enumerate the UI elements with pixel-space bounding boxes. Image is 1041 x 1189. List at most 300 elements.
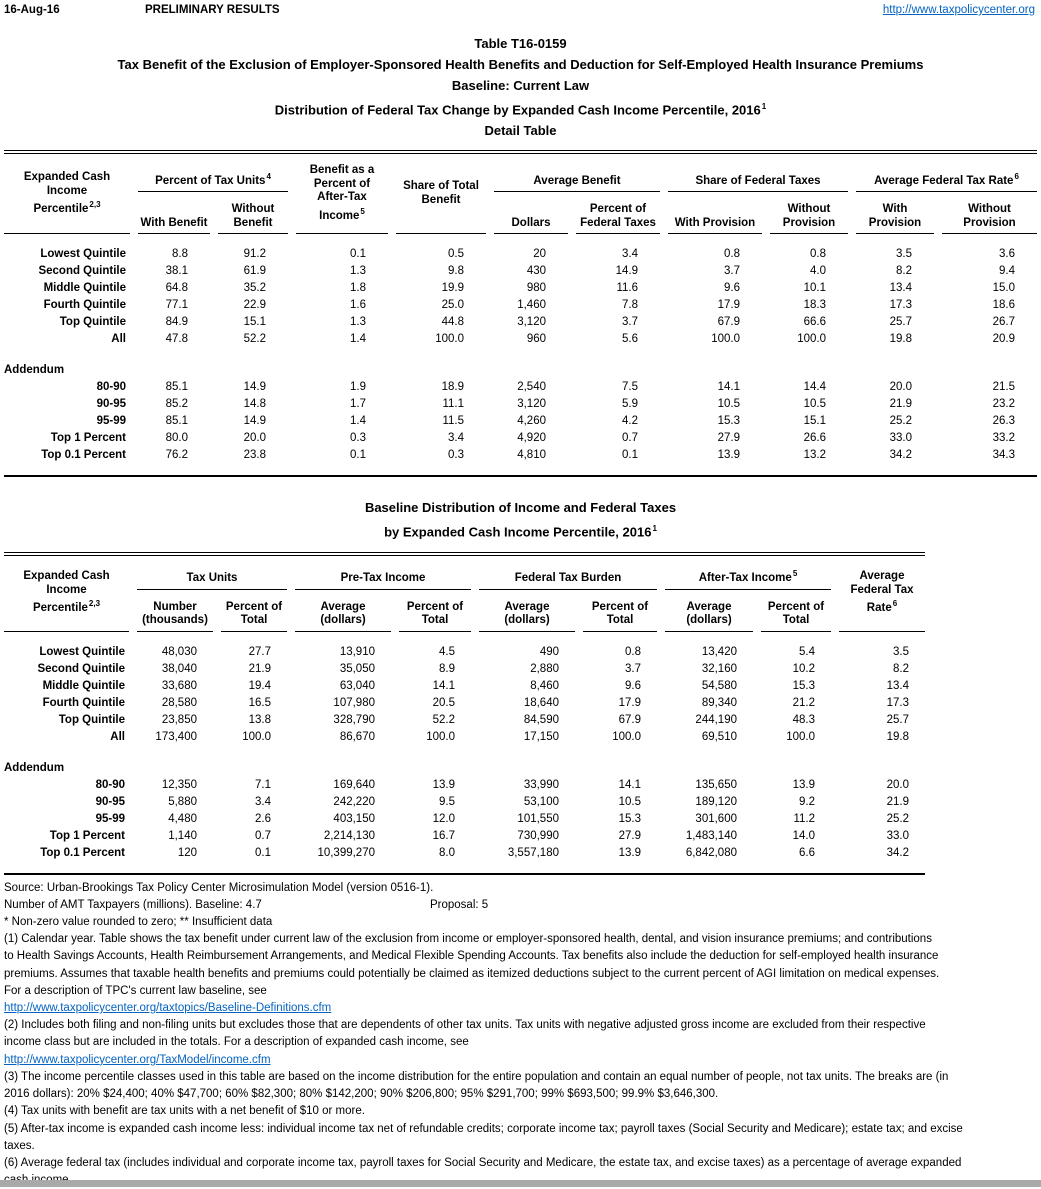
footnote-line: Number of AMT Taxpayers (millions). Baseline: 4.7 Proposal: 5 (4, 897, 1041, 914)
data-cell: 169,640 (333, 778, 375, 791)
data-cell: 25.7 (889, 316, 912, 329)
row-label: 90-95 (95, 795, 125, 808)
data-cell: 10.5 (803, 398, 826, 411)
data-cell: 1.4 (350, 333, 366, 346)
row-label: Second Quintile (37, 662, 125, 675)
data-cell: 17,150 (523, 730, 559, 743)
data-cell: 84.9 (165, 316, 188, 329)
data-cell: 9.2 (799, 795, 815, 808)
footnote-line: premiums. Assumes that taxable health benefits and premiums could potentially be claimed as itemized deductions subject to the current percent of AGI limitation on medical expenses. (4, 967, 940, 980)
row-label: 95-99 (95, 812, 125, 825)
column-header-percent-of-total-pretax: Percent of Total (399, 590, 471, 632)
footnote-ref-6: 6 (1014, 172, 1019, 181)
data-cell: 8.2 (896, 265, 912, 278)
data-cell: 3.4 (255, 795, 271, 808)
data-cell: 21.9 (889, 398, 912, 411)
data-cell: 13.9 (432, 778, 455, 791)
data-cell: 100.0 (426, 730, 455, 743)
column-header-dollars: Dollars (494, 192, 568, 234)
data-cell: 38.1 (165, 265, 188, 278)
data-cell: 12,350 (161, 778, 197, 791)
row-label: Lowest Quintile (39, 645, 125, 658)
data-cell: 0.1 (350, 449, 366, 462)
data-cell: 8.9 (439, 662, 455, 675)
data-cell: 33,990 (523, 778, 559, 791)
data-cell: 89,340 (701, 696, 737, 709)
footnote-ref-6: 6 (892, 599, 898, 609)
column-header-percent-of-total-aftertax: Percent of Total (761, 590, 831, 632)
data-cell: 48.3 (792, 713, 815, 726)
row-label: 90-95 (96, 398, 126, 411)
data-cell: 5.4 (799, 645, 815, 658)
table2-top-rule (4, 552, 925, 556)
data-cell: 25.7 (886, 713, 909, 726)
data-cell: 100.0 (435, 333, 464, 346)
data-cell: 173,400 (155, 730, 197, 743)
row-label: Lowest Quintile (40, 248, 126, 261)
data-cell: 5,880 (168, 795, 197, 808)
footnote-ref-4: 4 (266, 172, 271, 181)
date-label: 16-Aug-16 (4, 4, 60, 16)
group-header-share-of-federal-taxes: Share of Federal Taxes (668, 156, 848, 192)
baseline-table-main-rows (4, 644, 925, 746)
data-cell: 61.9 (243, 265, 266, 278)
data-cell: 1,460 (517, 299, 546, 312)
data-cell: 3,557,180 (507, 846, 559, 859)
footnote-line: (6) Average federal tax (includes individual and corporate income tax, payroll taxes for Social Security and Medicare, the estate tax, and excise taxes) as a percentage of average expanded (4, 1156, 962, 1169)
data-cell: 20.9 (992, 333, 1015, 346)
data-cell: 4,260 (517, 415, 546, 428)
title-block (0, 33, 1041, 141)
footnote-line: taxes. (4, 1139, 35, 1152)
data-cell: 1.6 (350, 299, 366, 312)
data-cell: 20 (533, 248, 546, 261)
row-label: Fourth Quintile (42, 696, 125, 709)
column-header-average-dollars-pretax: Average (dollars) (295, 590, 391, 632)
footnote-line: For a description of TPC's current law baseline, see (4, 984, 267, 997)
data-cell: 25.2 (889, 415, 912, 428)
data-cell: 0.1 (255, 846, 271, 859)
data-cell: 0.5 (448, 248, 464, 261)
data-cell: 19.8 (886, 730, 909, 743)
data-cell: 26.3 (992, 415, 1015, 428)
data-cell: 18.6 (992, 299, 1015, 312)
data-cell: 6,842,080 (685, 846, 737, 859)
data-cell: 100.0 (711, 333, 740, 346)
top-header-bar (0, 0, 1041, 18)
data-cell: 13.8 (248, 713, 271, 726)
row-label: Top 0.1 Percent (41, 449, 126, 462)
row-label: All (111, 333, 126, 346)
data-cell: 34.2 (889, 449, 912, 462)
data-cell: 7.8 (622, 299, 638, 312)
data-cell: 18.3 (803, 299, 826, 312)
row-label: Second Quintile (38, 265, 126, 278)
baseline-table-addendum-rows (4, 777, 925, 862)
data-cell: 20.0 (889, 381, 912, 394)
baseline-distribution-table (4, 552, 925, 875)
data-cell: 86,670 (339, 730, 375, 743)
data-cell: 32,160 (701, 662, 737, 675)
column-header-without-provision-rate: Without Provision (942, 192, 1037, 234)
data-cell: 13,910 (339, 645, 375, 658)
baseline-table-title-block (0, 497, 1041, 542)
data-cell: 13.9 (618, 846, 641, 859)
group-header-average-federal-tax-rate: Average Federal Tax Rate$^6$ (856, 156, 1037, 192)
data-cell: 25.0 (441, 299, 464, 312)
preliminary-results-label: PRELIMINARY RESULTS (145, 4, 280, 16)
footnote-ref-5: 5 (792, 569, 798, 579)
data-cell: 100.0 (242, 730, 271, 743)
data-cell: 135,650 (695, 778, 737, 791)
row-label: Top Quintile (59, 316, 126, 329)
data-cell: 3.6 (999, 248, 1015, 261)
footnote-ref-2-3: 2,3 (89, 200, 101, 210)
footnote-ref-5: 5 (360, 206, 365, 216)
baseline-subtitle: Baseline: Current Law (451, 78, 590, 93)
data-cell: 27.9 (717, 432, 740, 445)
data-cell: 100.0 (797, 333, 826, 346)
data-cell: 15.3 (792, 679, 815, 692)
data-cell: 6.6 (799, 846, 815, 859)
baseline-table-subtitle: by Expanded Cash Income Percentile, 2016$^1$ (384, 524, 657, 540)
data-cell: 20.0 (886, 778, 909, 791)
column-header-expanded-cash-income: Expanded Cash Income Percentile$^{2,3}$ (4, 156, 130, 234)
data-cell: 21.9 (248, 662, 271, 675)
data-cell: 9.6 (625, 679, 641, 692)
data-cell: 77.1 (165, 299, 188, 312)
addendum-label: Addendum (4, 364, 65, 377)
data-cell: 189,120 (695, 795, 737, 808)
data-cell: 14.0 (792, 829, 815, 842)
data-cell: 10.5 (618, 795, 641, 808)
data-cell: 3.5 (896, 248, 912, 261)
data-cell: 403,150 (333, 812, 375, 825)
data-cell: 54,580 (701, 679, 737, 692)
data-cell: 19.4 (248, 679, 271, 692)
data-cell: 4,810 (517, 449, 546, 462)
data-cell: 1.3 (350, 316, 366, 329)
data-cell: 14.1 (432, 679, 455, 692)
row-label: Top 1 Percent (49, 829, 125, 842)
detail-table-main-rows (4, 246, 1037, 348)
main-title: Tax Benefit of the Exclusion of Employer-Sponsored Health Benefits and Deduction for Self-Employed Health Insurance Premiums (117, 57, 924, 72)
data-cell: 7.5 (622, 381, 638, 394)
data-cell: 52.2 (432, 713, 455, 726)
data-cell: 1.9 (350, 381, 366, 394)
data-cell: 10.5 (717, 398, 740, 411)
data-cell: 17.9 (618, 696, 641, 709)
distribution-subtitle: Distribution of Federal Tax Change by Expanded Cash Income Percentile, 2016$^1$ (274, 102, 767, 118)
data-cell: 0.8 (810, 248, 826, 261)
data-cell: 4.2 (622, 415, 638, 428)
column-header-with-provision-share: With Provision (668, 192, 762, 234)
data-cell: 4,920 (517, 432, 546, 445)
data-cell: 33.2 (992, 432, 1015, 445)
data-cell: 27.7 (248, 645, 271, 658)
footnote-ref-1: 1 (652, 524, 657, 534)
data-cell: 23.8 (243, 449, 266, 462)
footnote-line: (5) After-tax income is expanded cash income less: individual income tax net of refundable credits; corporate income tax; payroll taxes (Social Security and Medicare); estate tax; and excise (4, 1122, 963, 1135)
data-cell: 13,420 (701, 645, 737, 658)
data-cell: 980 (526, 282, 546, 295)
detail-table-header (4, 156, 1037, 234)
row-label: 95-99 (96, 415, 126, 428)
column-header-average-dollars-burden: Average (dollars) (479, 590, 575, 632)
row-label: Top 1 Percent (50, 432, 126, 445)
data-cell: 13.2 (803, 449, 826, 462)
data-cell: 23,850 (161, 713, 197, 726)
bottom-gray-bar (0, 1180, 1041, 1187)
row-label: Top 0.1 Percent (40, 846, 125, 859)
data-cell: 244,190 (695, 713, 737, 726)
data-cell: 2,214,130 (323, 829, 375, 842)
table2-bottom-rule (4, 873, 925, 875)
footnote-line: Source: Urban-Brookings Tax Policy Center Microsimulation Model (version 0516-1). (4, 881, 434, 894)
data-cell: 730,990 (517, 829, 559, 842)
data-cell: 242,220 (333, 795, 375, 808)
data-cell: 67.9 (618, 713, 641, 726)
data-cell: 9.4 (999, 265, 1015, 278)
data-cell: 23.2 (992, 398, 1015, 411)
row-label: Top Quintile (58, 713, 125, 726)
data-cell: 67.9 (717, 316, 740, 329)
row-label: Fourth Quintile (43, 299, 126, 312)
detail-table (4, 150, 1037, 477)
column-header-without-provision-share: Without Provision (770, 192, 848, 234)
data-cell: 4,480 (168, 812, 197, 825)
data-cell: 21.5 (992, 381, 1015, 394)
column-header-percent-of-total-burden: Percent of Total (583, 590, 657, 632)
column-header-share-of-total-benefit: Share of Total Benefit (396, 156, 486, 234)
data-cell: 3.4 (448, 432, 464, 445)
data-cell: 3.7 (622, 316, 638, 329)
data-cell: 4.5 (439, 645, 455, 658)
data-cell: 16.5 (248, 696, 271, 709)
column-header-with-benefit: With Benefit (138, 192, 210, 234)
data-cell: 19.9 (441, 282, 464, 295)
data-cell: 9.8 (448, 265, 464, 278)
data-cell: 9.6 (724, 282, 740, 295)
data-cell: 2.6 (255, 812, 271, 825)
detail-table-addendum-rows (4, 379, 1037, 464)
row-label: Middle Quintile (43, 282, 126, 295)
data-cell: 19.8 (889, 333, 912, 346)
footnote-link[interactable]: http://www.taxpolicycenter.org/TaxModel/income.cfm (4, 1053, 271, 1066)
data-cell: 8,460 (530, 679, 559, 692)
data-cell: 53,100 (523, 795, 559, 808)
data-cell: 14.8 (243, 398, 266, 411)
column-header-with-provision-rate: With Provision (856, 192, 934, 234)
row-label: Middle Quintile (42, 679, 125, 692)
data-cell: 91.2 (243, 248, 266, 261)
group-header-after-tax-income: After-Tax Income$^5$ (665, 558, 831, 590)
detail-table-subtitle: Detail Table (484, 123, 557, 139)
data-cell: 16.7 (432, 829, 455, 842)
data-cell: 1.8 (350, 282, 366, 295)
data-cell: 10,399,270 (317, 846, 375, 859)
data-cell: 63,040 (339, 679, 375, 692)
data-cell: 26.7 (992, 316, 1015, 329)
column-header-average-federal-tax-rate: Average Federal Tax Rate$^6$ (839, 558, 925, 632)
data-cell: 15.3 (618, 812, 641, 825)
data-cell: 0.8 (625, 645, 641, 658)
data-cell: 328,790 (333, 713, 375, 726)
data-cell: 13.9 (792, 778, 815, 791)
data-cell: 13.4 (886, 679, 909, 692)
data-cell: 0.7 (255, 829, 271, 842)
data-cell: 35.2 (243, 282, 266, 295)
data-cell: 84,590 (523, 713, 559, 726)
data-cell: 100.0 (612, 730, 641, 743)
data-cell: 33,680 (161, 679, 197, 692)
data-cell: 20.5 (432, 696, 455, 709)
footnote-line: (3) The income percentile classes used in this table are based on the income distribution for the entire population and contain an equal number of people, not tax units. The breaks are (in (4, 1070, 949, 1083)
group-header-average-benefit: Average Benefit (494, 156, 660, 192)
data-cell: 44.8 (441, 316, 464, 329)
data-cell: 960 (526, 333, 546, 346)
data-cell: 76.2 (165, 449, 188, 462)
column-header-percent-of-federal-taxes: Percent of Federal Taxes (576, 192, 660, 234)
data-cell: 100.0 (786, 730, 815, 743)
data-cell: 14.4 (803, 381, 826, 394)
footnote-proposal-value: Proposal: 5 (430, 898, 489, 911)
group-header-federal-tax-burden: Federal Tax Burden (479, 558, 657, 590)
data-cell: 48,030 (161, 645, 197, 658)
row-label: All (110, 730, 125, 743)
footnote-line: (1) Calendar year. Table shows the tax benefit under current law of the exclusion from income or employer-sponsored health, dental, and vision insurance premiums; and contributions (4, 933, 932, 946)
group-header-percent-of-tax-units: Percent of Tax Units$^4$ (138, 156, 288, 192)
data-cell: 3.7 (724, 265, 740, 278)
data-cell: 15.1 (803, 415, 826, 428)
data-cell: 4.0 (810, 265, 826, 278)
data-cell: 18,640 (523, 696, 559, 709)
addendum-label: Addendum (4, 761, 65, 774)
data-cell: 11.2 (793, 812, 815, 825)
data-cell: 107,980 (333, 696, 375, 709)
baseline-table-title: Baseline Distribution of Income and Federal Taxes (364, 500, 677, 516)
data-cell: 66.6 (803, 316, 826, 329)
data-cell: 1,483,140 (685, 829, 737, 842)
footnote-line: 2016 dollars): 20% $24,400; 40% $47,700; 60% $82,300; 80% $142,200; 90% $206,800; 95% $291,700; 99% $693,500; 99.9% $3,646,300. (4, 1088, 719, 1101)
data-cell: 3,120 (517, 316, 546, 329)
group-header-tax-units: Tax Units (137, 558, 287, 590)
column-header-benefit-as-percent-after-tax-income: Benefit as a Percent of After-Tax Income$^5$ (296, 156, 388, 234)
data-cell: 17.3 (889, 299, 912, 312)
data-cell: 7.1 (255, 778, 271, 791)
data-cell: 1.7 (350, 398, 366, 411)
data-cell: 0.1 (350, 248, 366, 261)
data-cell: 8.0 (439, 846, 455, 859)
data-cell: 85.1 (165, 415, 188, 428)
data-cell: 9.5 (439, 795, 455, 808)
data-cell: 20.0 (243, 432, 266, 445)
data-cell: 0.1 (622, 449, 638, 462)
data-cell: 15.3 (717, 415, 740, 428)
data-cell: 14.9 (243, 415, 266, 428)
data-cell: 5.6 (622, 333, 638, 346)
row-label: 80-90 (96, 381, 126, 394)
column-header-percent-of-total-units: Percent of Total (221, 590, 287, 632)
data-cell: 47.8 (165, 333, 188, 346)
data-cell: 490 (539, 645, 559, 658)
footnote-link[interactable]: http://www.taxpolicycenter.org/taxtopics/Baseline-Definitions.cfm (4, 1002, 332, 1015)
data-cell: 1.3 (350, 265, 366, 278)
data-cell: 430 (526, 265, 546, 278)
footnote-line: income class but are included in the totals. For a description of expanded cash income, see (4, 1036, 469, 1049)
data-cell: 85.2 (165, 398, 188, 411)
data-cell: 21.2 (792, 696, 815, 709)
footnote-line: to Health Savings Accounts, Health Reimbursement Arrangements, and Medical Flexible Spending Accounts. Tax benefits also include the deduction for self-employed health insurance (4, 950, 939, 963)
data-cell: 5.9 (622, 398, 638, 411)
data-cell: 1,140 (168, 829, 197, 842)
data-cell: 35,050 (339, 662, 375, 675)
data-cell: 120 (177, 846, 197, 859)
data-cell: 11.1 (442, 398, 464, 411)
footnote-line: (4) Tax units with benefit are tax units with a net benefit of $10 or more. (4, 1105, 365, 1118)
data-cell: 301,600 (695, 812, 737, 825)
data-cell: 2,540 (517, 381, 546, 394)
data-cell: 10.2 (792, 662, 815, 675)
data-cell: 26.6 (803, 432, 826, 445)
data-cell: 14.1 (717, 381, 740, 394)
data-cell: 34.3 (992, 449, 1015, 462)
data-cell: 64.8 (165, 282, 188, 295)
data-cell: 0.3 (350, 432, 366, 445)
data-cell: 27.9 (618, 829, 641, 842)
data-cell: 33.0 (886, 829, 909, 842)
footnote-ref-1: 1 (761, 102, 767, 111)
table1-bottom-rule (4, 475, 1037, 477)
column-header-expanded-cash-income: Expanded Cash Income Percentile$^{2,3}$ (4, 558, 129, 632)
table-number-title: Table T16-0159 (474, 36, 567, 51)
data-cell: 21.9 (886, 795, 909, 808)
data-cell: 38,040 (161, 662, 197, 675)
column-header-number-thousands: Number (thousands) (137, 590, 213, 632)
data-cell: 3.5 (893, 645, 909, 658)
data-cell: 15.0 (992, 282, 1015, 295)
data-cell: 3.7 (625, 662, 641, 675)
data-cell: 34.2 (886, 846, 909, 859)
row-label: 80-90 (95, 778, 125, 791)
data-cell: 33.0 (889, 432, 912, 445)
data-cell: 80.0 (165, 432, 188, 445)
data-cell: 13.4 (889, 282, 912, 295)
data-cell: 1.4 (350, 415, 366, 428)
data-cell: 85.1 (165, 381, 188, 394)
data-cell: 0.7 (622, 432, 638, 445)
group-header-pre-tax-income: Pre-Tax Income (295, 558, 471, 590)
footnotes (4, 880, 1041, 1189)
data-cell: 12.0 (432, 812, 455, 825)
data-cell: 28,580 (161, 696, 197, 709)
data-cell: 15.1 (243, 316, 266, 329)
data-cell: 8.2 (893, 662, 909, 675)
data-cell: 11.6 (616, 282, 638, 295)
data-cell: 2,880 (530, 662, 559, 675)
column-header-average-dollars-aftertax: Average (dollars) (665, 590, 753, 632)
data-cell: 8.8 (172, 248, 188, 261)
data-cell: 11.5 (442, 415, 464, 428)
footnote-line: * Non-zero value rounded to zero; ** Insufficient data (4, 916, 273, 929)
data-cell: 0.3 (448, 449, 464, 462)
data-cell: 0.8 (724, 248, 740, 261)
site-link[interactable]: http://www.taxpolicycenter.org (882, 4, 1035, 16)
data-cell: 17.9 (717, 299, 740, 312)
data-cell: 69,510 (701, 730, 737, 743)
baseline-table-header (4, 558, 925, 632)
data-cell: 25.2 (886, 812, 909, 825)
